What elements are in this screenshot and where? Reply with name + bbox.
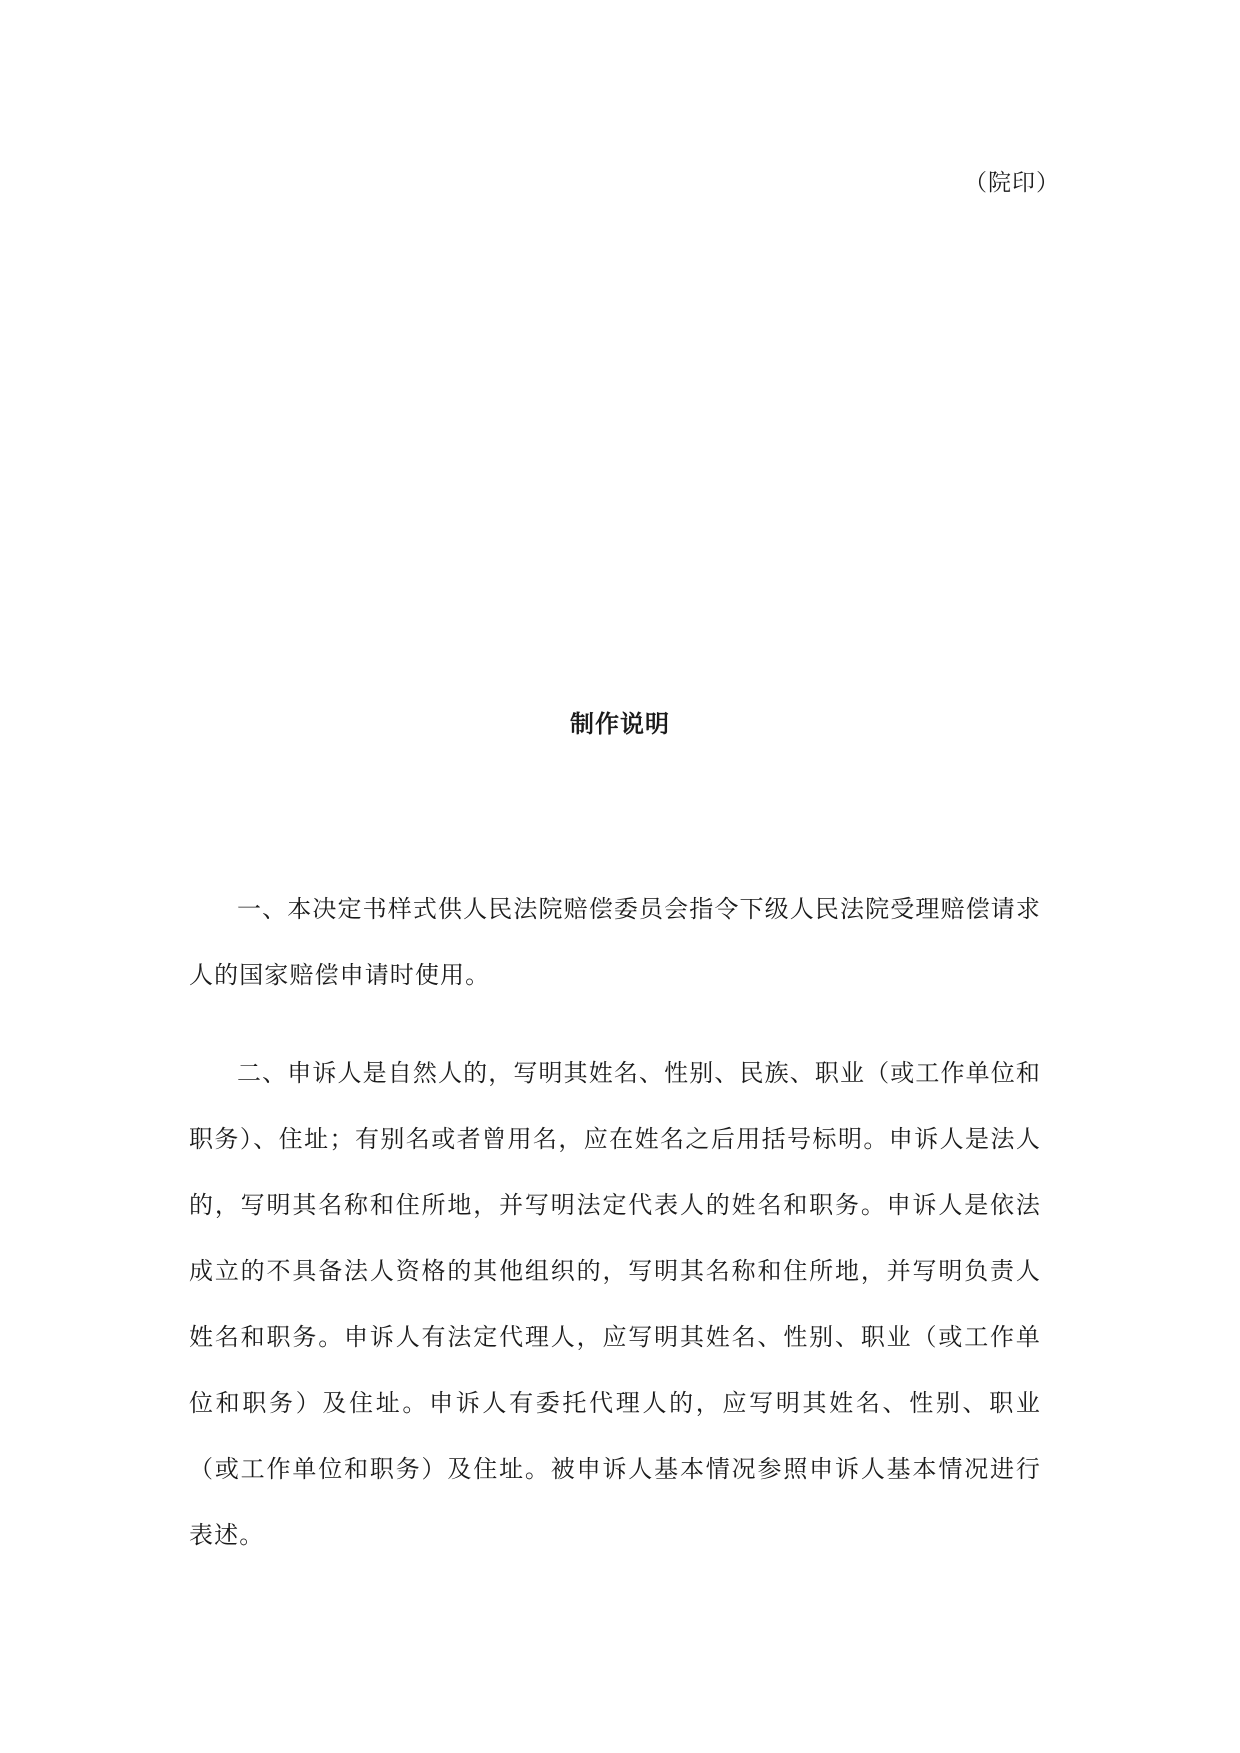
section-title: 制作说明 bbox=[570, 710, 670, 738]
court-seal-label: （院印） bbox=[964, 170, 1060, 196]
paragraph-1: 一、本决定书样式供人民法院赔偿委员会指令下级人民法院受理赔偿请求人的国家赔偿申请时使用。 bbox=[189, 895, 1041, 989]
paragraph-2: 二、申诉人是自然人的，写明其姓名、性别、民族、职业（或工作单位和职务）、住址；有别名或者曾用名，应在姓名之后用括号标明。申诉人是法人的，写明其名称和住所地，并写明法定代表人的姓名和职务。申诉人是依法成立的不具备法人资格的其他组织的，写明其名称和住所地，并写明负责人姓名和职务。申诉人有法定代理人，应写明其姓名、性别、职业（或工作单位和职务）及住址。申诉人有委托代理人的，应写明其姓名、性别、职业（或工作单位和职务）及住址。被申诉人基本情况参照申诉人基本情况进行表述。 bbox=[189, 1059, 1041, 1549]
